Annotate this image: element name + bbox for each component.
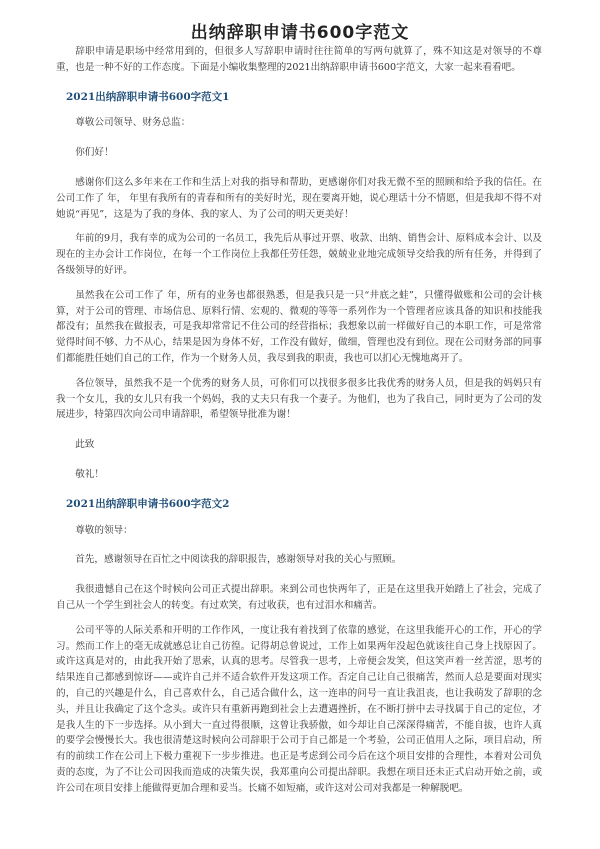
section-1-paragraph-2: 年前的9月，我有幸的成为公司的一名员工，我先后从事过开票、收款、出纳、销售会计、原料成本会计、以及现在的主办会计工作岗位，在每一个工作岗位上我都任劳任怨，兢兢业业地完成领导交给我的所有任务，并得到了各级领导的好评。 [56,233,542,276]
article-body [56,44,542,796]
section-2-salutation: 尊敬的领导： [75,524,133,536]
page-title: 出纳辞职申请书600字范文 [190,23,410,43]
section-1-paragraph-4: 各位领导，虽然我不是一个优秀的财务人员，可你们可以找很多很多比我优秀的财务人员，但是我的妈妈只有我一个女儿，我的女儿只有我一个妈妈，我的丈夫只有我一个妻子。为他们，也为了我自己，同时更为了公司的发展进步，特第四次向公司申请辞职，希望领导批准为谢！ [56,377,542,421]
intro-paragraph: 辞职申请是职场中经常用到的，但很多人写辞职申请时往往简单的写两句就算了，殊不知这是对领导的不尊重，也是一种不好的工作态度。下面是小编收集整理的2021出纳辞职申请书600字范文，大家一起来看看吧。 [56,46,542,73]
section-1-paragraph-1: 感谢你们这么多年来在工作和生活上对我的指导和帮助，更感谢你们对我无微不至的照顾和给予我的信任。在公司工作了 年， 年里有我所有的青春和所有的美好时光，现在要离开她，说心理话十分不情愿，但是我却不得不对她说“再见”，这是为了我的身体、我的家人、为了公司的明天更美好！ [56,176,542,220]
section-1-salutation: 尊敬公司领导、财务总监： [75,117,191,129]
section-1-heading: 2021出纳辞职申请书600字范文1 [66,90,230,103]
section-2-paragraph-3: 公司平等的人际关系和开明的工作作风，一度让我有着找到了依靠的感觉，在这里我能开心的工作，开心的学习。然而工作上的毫无成就感总让自己彷徨。记得胡总曾说过，工作上如果两年没起色就该往自己身上找原因了。或许这真是对的，由此我开始了思索，认真的思考。尽管我一思考，上帝便会发笑，但这笑声着一丝苦涩，思考的结果连自己都感到惊讶——或许自己并不适合软件开发这项工作。否定自己让自己很痛苦，然而人总是要面对现实的，自己的兴趣是什么，自己喜欢什么，自己适合做什么，这一连串的问号一直让我沮丧，也让我萌发了辞职的念头，并且让我确定了这个念头。或许只有重新再跑到社会上去遭遇挫折，在不断打拼中去寻找属于自己的定位，才是我人生的下一步选择。从小到大一直过得很顺，这曾让我骄傲，如今却让自己深深得痛苦，不能自拔，也许人真的要学会慢慢长大。我也很清楚这时候向公司辞职于公司于自己都是一个考验，公司正值用人之际，项目启动，所有的前续工作在公司上下极力重视下一步步推进。也正是考虑到公司今后在这个项目安排的合理性，本着对公司负责的态度，为了不让公司因我而造成的决策失误，我郑重向公司提出辞职。我想在项目还未正式启动开始之前，或许公司在项目安排上能做得更加合理和妥当。长痛不如短痛，或许这对公司对我都是一种解脱吧。 [56,624,542,794]
section-2-paragraph-2: 我很遗憾自己在这个时候向公司正式提出辞职。来到公司也快两年了，正是在这里我开始踏上了社会，完成了自己从一个学生到社会人的转变。有过欢笑，有过收获，也有过泪水和痛苦。 [56,584,542,611]
section-1-paragraph-3: 虽然我在公司工作了 年，所有的业务也都很熟悉，但是我只是一只“井底之蛙”，只懂得做账和公司的会计核算，对于公司的管理、市场信息、原料行情、宏观的、微观的等等一系列作为一个管理者应该具备的知识和技能我都没有；虽然我在做报表，可是我却常常记不住公司的经营指标；我想象以前一样做好自己的本职工作，可是常常觉得时间不够、力不从心，结果是因为身体不好，工作没有做好，做细，管理也没有到位。现在公司财务部的同事们都能胜任她们自己的工作，作为一个财务人员，我尽到我的职责，我也可以扪心无愧地离开了。 [56,289,542,364]
section-2-paragraph-1: 首先，感谢领导在百忙之中阅读我的辞职报告，感谢领导对我的关心与照顾。 [75,554,402,566]
section-2-heading: 2021出纳辞职申请书600字范文2 [66,497,230,510]
section-1-regards: 敬礼！ [75,468,104,480]
section-1-greeting: 你们好！ [75,147,114,159]
section-1-closing: 此致 [75,439,95,451]
